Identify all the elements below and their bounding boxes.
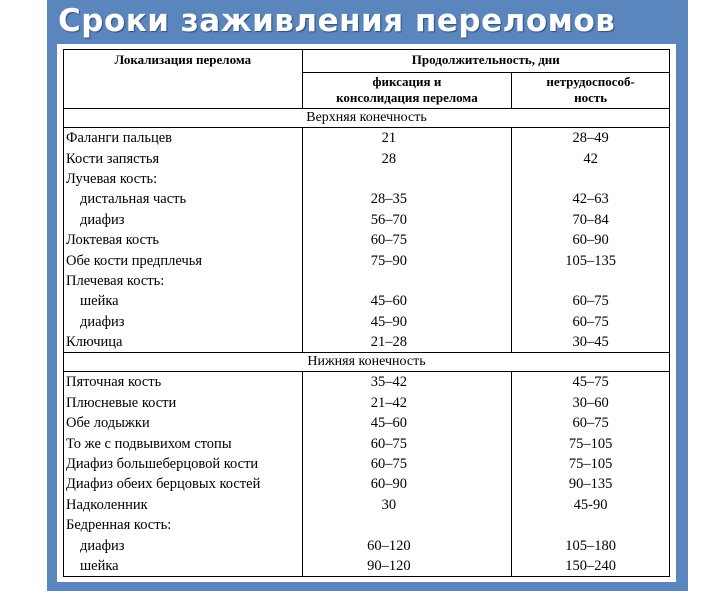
- table-row: [64, 210, 670, 230]
- disability-cell: 42–63: [512, 189, 670, 209]
- fixation-cell: 45–60: [302, 413, 512, 433]
- page-title: Сроки заживления переломов: [58, 3, 616, 39]
- fixation-cell: [302, 169, 512, 189]
- disability-cell: [512, 515, 670, 535]
- disability-cell: 60–90: [512, 230, 670, 250]
- fixation-cell: 90–120: [302, 556, 512, 577]
- table-sheet: [57, 44, 676, 582]
- fixation-cell: 28: [302, 148, 512, 168]
- section-lower-limb: [64, 353, 670, 372]
- fixation-cell: 75–90: [302, 250, 512, 270]
- disability-cell: 45–75: [512, 372, 670, 393]
- disability-cell: 42: [512, 148, 670, 168]
- location-cell: шейка: [64, 556, 303, 577]
- table-row: [64, 372, 670, 393]
- location-cell: Лучевая кость:: [64, 169, 303, 189]
- disability-cell: 30–60: [512, 393, 670, 413]
- header-fixation: фиксация и консолидация перелома: [302, 73, 512, 109]
- location-cell: дистальная часть: [64, 189, 303, 209]
- disability-cell: 90–135: [512, 474, 670, 494]
- disability-cell: 60–75: [512, 413, 670, 433]
- table-row: [64, 393, 670, 413]
- location-cell: диафиз: [64, 312, 303, 332]
- disability-cell: 75–105: [512, 454, 670, 474]
- location-cell: Диафиз обеих берцовых костей: [64, 474, 303, 494]
- table-row: [64, 169, 670, 189]
- location-cell: Надколенник: [64, 495, 303, 515]
- location-cell: Плюсневые кости: [64, 393, 303, 413]
- table-row: [64, 250, 670, 270]
- table-row: [64, 312, 670, 332]
- table-row: [64, 515, 670, 535]
- fixation-cell: 28–35: [302, 189, 512, 209]
- disability-cell: [512, 271, 670, 291]
- location-cell: Обе кости предплечья: [64, 250, 303, 270]
- disability-cell: 105–135: [512, 250, 670, 270]
- location-cell: Плечевая кость:: [64, 271, 303, 291]
- table-row: [64, 128, 670, 149]
- table-row: [64, 332, 670, 353]
- fixation-cell: 56–70: [302, 210, 512, 230]
- section-upper-limb: [64, 109, 670, 128]
- location-cell: Фаланги пальцев: [64, 128, 303, 149]
- location-cell: Пяточная кость: [64, 372, 303, 393]
- header-location: Локализация перелома: [64, 50, 303, 109]
- table-row: [64, 454, 670, 474]
- fixation-cell: [302, 515, 512, 535]
- location-cell: Кости запястья: [64, 148, 303, 168]
- fixation-cell: 45–60: [302, 291, 512, 311]
- disability-cell: 28–49: [512, 128, 670, 149]
- header-disability: нетрудоспособ- ность: [512, 73, 670, 109]
- fixation-cell: 60–75: [302, 230, 512, 250]
- disability-cell: 45-90: [512, 495, 670, 515]
- fixation-cell: 60–90: [302, 474, 512, 494]
- table-row: [64, 230, 670, 250]
- location-cell: диафиз: [64, 535, 303, 555]
- location-cell: Локтевая кость: [64, 230, 303, 250]
- disability-cell: 150–240: [512, 556, 670, 577]
- table-row: [64, 413, 670, 433]
- table-row: [64, 433, 670, 453]
- location-cell: Ключица: [64, 332, 303, 353]
- disability-cell: [512, 169, 670, 189]
- section-label: Верхняя конечность: [64, 109, 670, 128]
- disability-cell: 75–105: [512, 433, 670, 453]
- location-cell: То же с подвывихом стопы: [64, 433, 303, 453]
- table-row: [64, 148, 670, 168]
- table-row: [64, 189, 670, 209]
- fixation-cell: 21: [302, 128, 512, 149]
- fixation-cell: 60–75: [302, 433, 512, 453]
- table-row: [64, 495, 670, 515]
- disability-cell: 30–45: [512, 332, 670, 353]
- header-duration: Продолжительность, дни: [302, 50, 669, 73]
- location-cell: шейка: [64, 291, 303, 311]
- fixation-cell: [302, 271, 512, 291]
- location-cell: Диафиз большеберцовой кости: [64, 454, 303, 474]
- disability-cell: 70–84: [512, 210, 670, 230]
- disability-cell: 105–180: [512, 535, 670, 555]
- fixation-cell: 45–90: [302, 312, 512, 332]
- fixation-cell: 60–75: [302, 454, 512, 474]
- table-row: [64, 556, 670, 577]
- fixation-cell: 21–42: [302, 393, 512, 413]
- fixation-cell: 35–42: [302, 372, 512, 393]
- location-cell: Бедренная кость:: [64, 515, 303, 535]
- table-row: [64, 474, 670, 494]
- disability-cell: 60–75: [512, 312, 670, 332]
- fixation-cell: 21–28: [302, 332, 512, 353]
- section-label: Нижняя конечность: [64, 353, 670, 372]
- table-row: [64, 291, 670, 311]
- fixation-cell: 60–120: [302, 535, 512, 555]
- location-cell: Обе лодыжки: [64, 413, 303, 433]
- location-cell: диафиз: [64, 210, 303, 230]
- table-row: [64, 535, 670, 555]
- fracture-healing-table: [63, 49, 670, 577]
- disability-cell: 60–75: [512, 291, 670, 311]
- fixation-cell: 30: [302, 495, 512, 515]
- table-row: [64, 271, 670, 291]
